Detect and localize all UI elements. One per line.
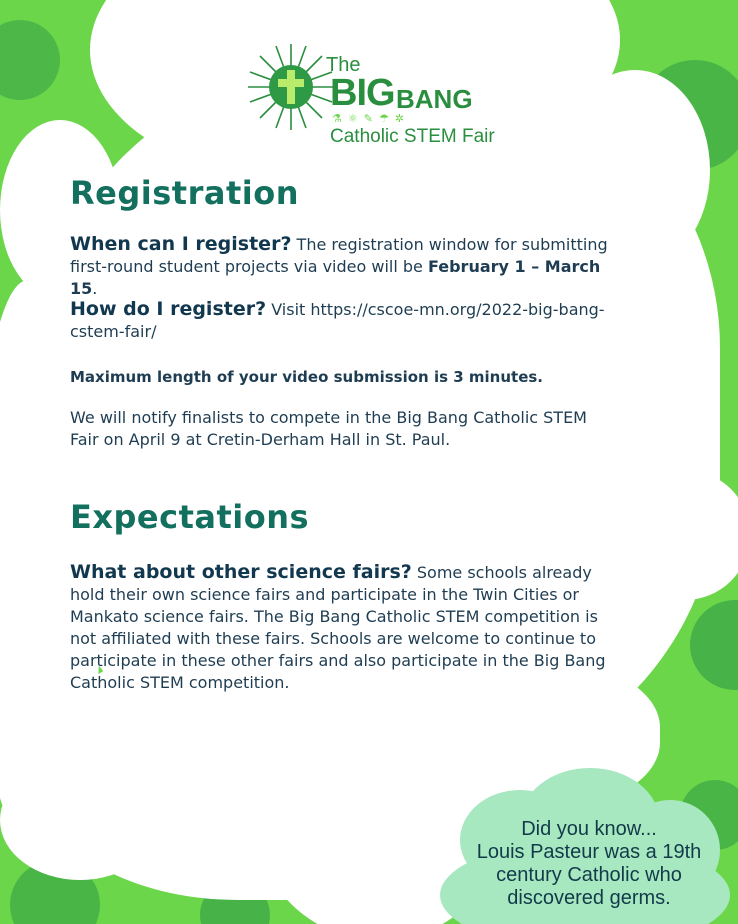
- registration-heading: Registration: [70, 174, 299, 212]
- max-length-note: Maximum length of your video submission is 3 minutes.: [70, 368, 543, 386]
- other-fairs-paragraph: [70, 561, 610, 694]
- starburst-cross-icon: [246, 42, 336, 132]
- when-register-question: When can I register?: [70, 233, 292, 255]
- other-fairs-question: What about other science fairs?: [70, 561, 412, 583]
- big-bang-logo: [246, 42, 495, 152]
- when-register-paragraph: [70, 233, 630, 300]
- period: .: [92, 279, 98, 298]
- expectations-heading: Expectations: [70, 498, 310, 536]
- did-you-know-callout: [476, 818, 702, 910]
- how-register-paragraph: [70, 298, 610, 343]
- did-you-know-fact: Louis Pasteur was a 19th century Catholic who discovered germs.: [476, 841, 702, 909]
- registration-url[interactable]: Visit https://cscoe-mn.org/2022-big-bang-cstem-fair/: [70, 300, 605, 341]
- registration-dates: February 1 – March 15: [70, 257, 601, 298]
- finalists-notice: We will notify finalists to compete in the Big Bang Catholic STEM Fair on April 9 at Cretin-Derham Hall in St. Paul.: [70, 408, 587, 449]
- how-register-question: How do I register?: [70, 298, 267, 320]
- when-register-text: The registration window for submitting first-round student projects via video will be: [70, 235, 608, 276]
- logo-subtitle: Catholic STEM Fair: [330, 126, 495, 147]
- logo-the: The: [326, 54, 361, 76]
- logo-bang: BANG: [396, 84, 473, 114]
- logo-big: BIG: [330, 72, 395, 114]
- science-icons: ⚗⚛✎☂✲: [332, 112, 411, 125]
- other-fairs-text: Some schools already hold their own science fairs and participate in the Twin Cities or Mankato science fairs. The Big Bang Catholic STEM competition is not affiliated with these fairs. Schools are welcome to continue to participate in these other fairs and also participate in the Big Bang Catholic STEM competition.: [70, 563, 606, 692]
- did-you-know-title: Did you know...: [521, 818, 657, 840]
